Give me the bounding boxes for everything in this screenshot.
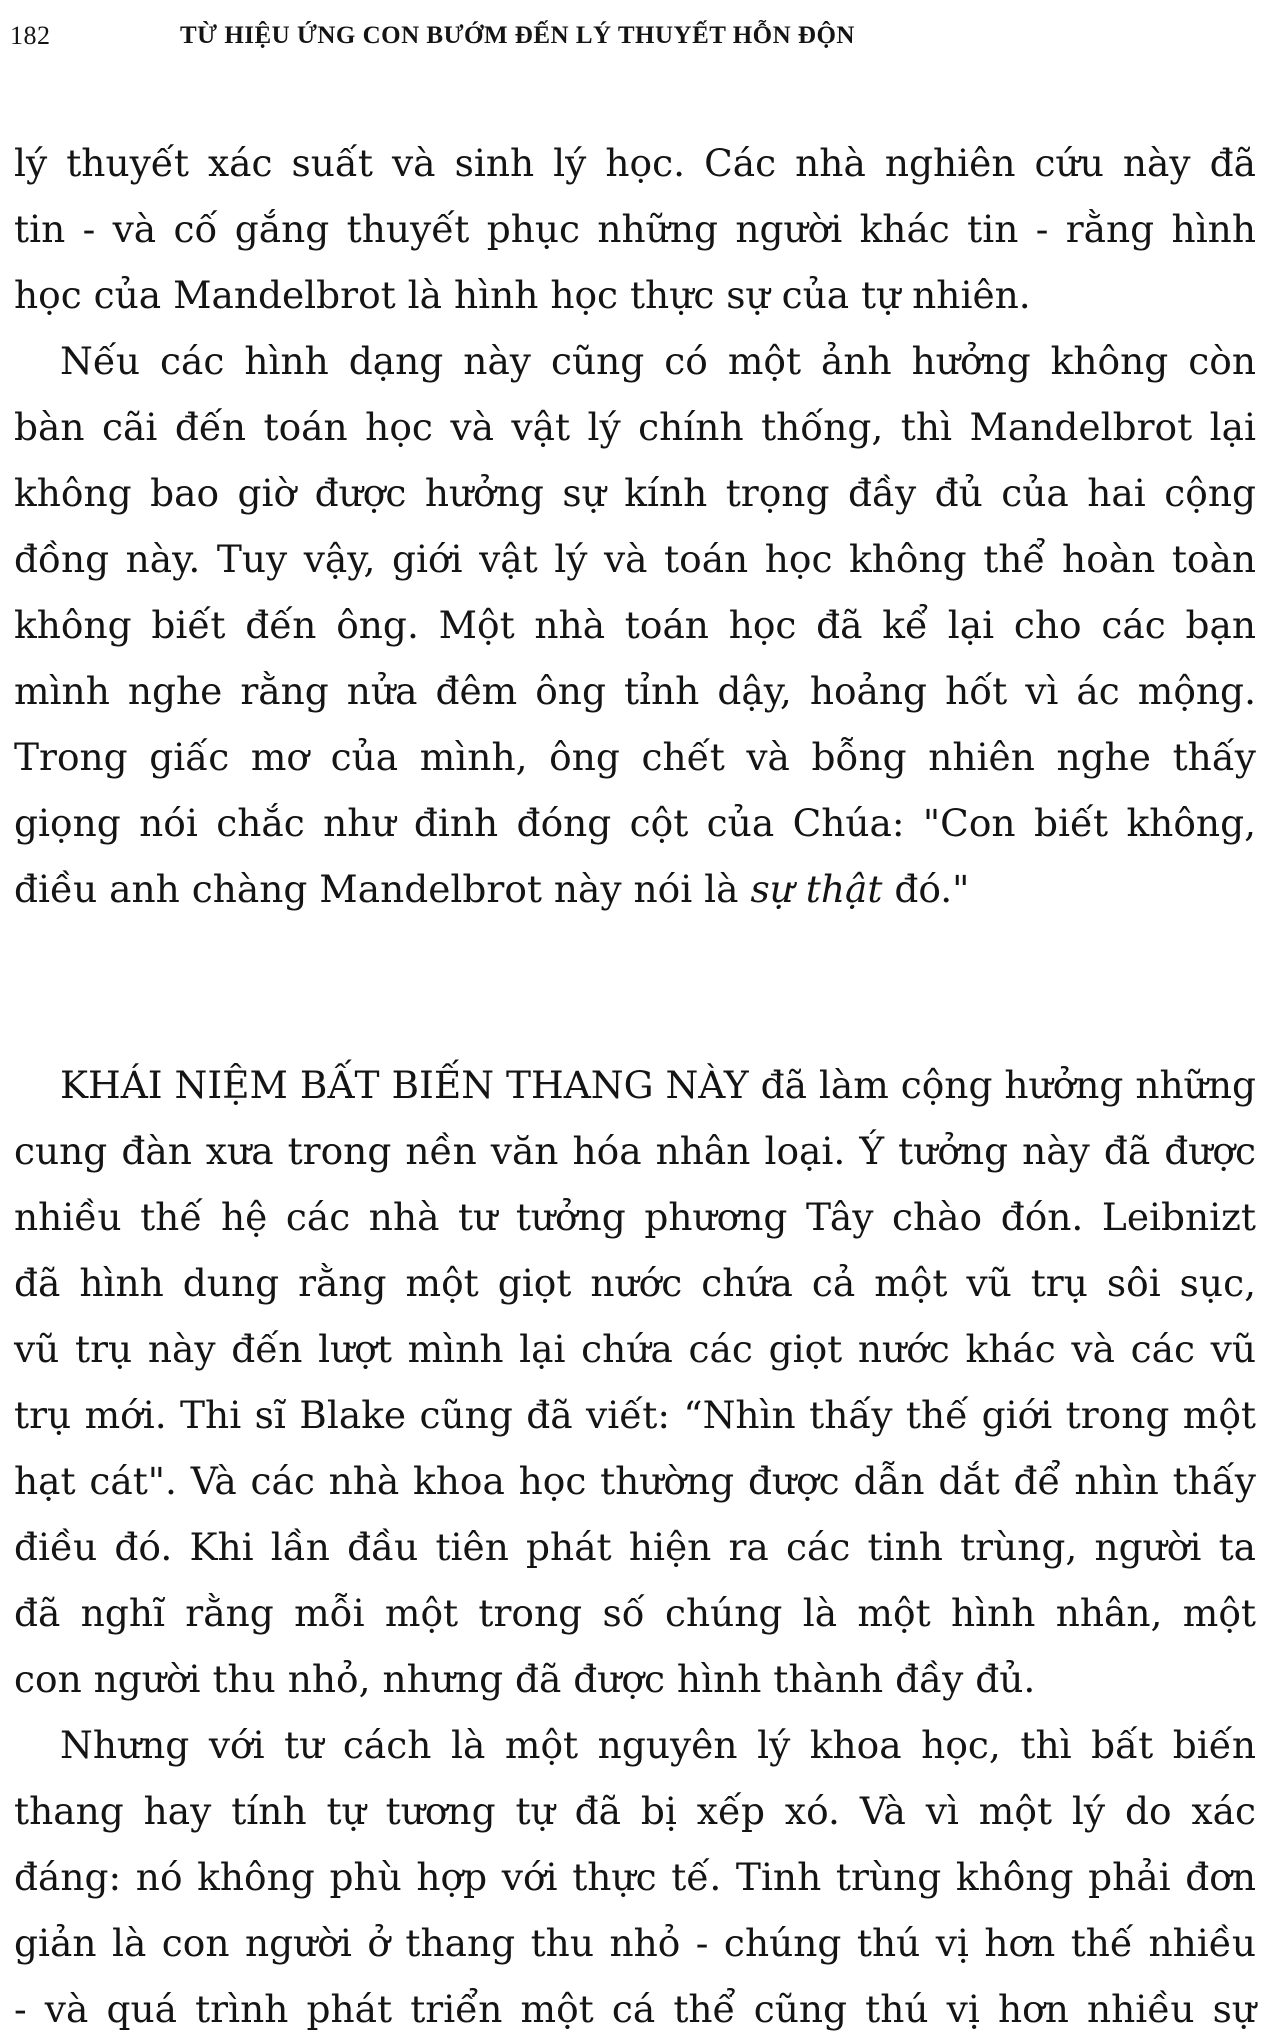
section-break: [14, 922, 1256, 1052]
text-line: bàn cãi đến toán học và vật lý chính thống, thì Mandelbrot lại: [14, 405, 1256, 449]
running-title: TỪ HIỆU ỨNG CON BƯỚM ĐẾN LÝ THUYẾT HỖN ĐỘN: [180, 22, 855, 49]
text-line: Trong giấc mơ của mình, ông chết và bỗng nhiên nghe thấy: [14, 735, 1256, 779]
text-line: trụ mới. Thi sĩ Blake cũng đã viết: “Nhìn thấy thế giới trong một: [14, 1393, 1256, 1437]
text-line: [14, 856, 1256, 922]
paragraph-3: [14, 1052, 1256, 1712]
page-body: [14, 130, 1256, 2042]
text-line: giản là con người ở thang thu nhỏ - chúng thú vị hơn thế nhiều: [14, 1921, 1256, 1965]
text-line: không biết đến ông. Một nhà toán học đã kể lại cho các bạn: [14, 603, 1256, 647]
text-line: - và quá trình phát triển một cá thể cũng thú vị hơn nhiều sự: [14, 1987, 1256, 2031]
text-line: Nếu các hình dạng này cũng có một ảnh hưởng không còn: [60, 339, 1256, 383]
text-line: điều đó. Khi lần đầu tiên phát hiện ra các tinh trùng, người ta: [14, 1525, 1256, 1569]
text-line: lý thuyết xác suất và sinh lý học. Các nhà nghiên cứu này đã: [14, 141, 1256, 185]
section-lead-in: KHÁI NIỆM BẤT BIẾN THANG NÀY: [60, 1063, 749, 1107]
text-line: đã nghĩ rằng mỗi một trong số chúng là một hình nhân, một: [14, 1591, 1256, 1635]
emphasis-text: sự thật: [750, 867, 883, 911]
text-run: điều anh chàng Mandelbrot này nói là: [14, 867, 751, 911]
text-line: nhiều thế hệ các nhà tư tưởng phương Tây chào đón. Leibnizt: [14, 1195, 1256, 1239]
page-number: 182: [10, 21, 51, 50]
text-line: đã hình dung rằng một giọt nước chứa cả một vũ trụ sôi sục,: [14, 1261, 1256, 1305]
text-line: không bao giờ được hưởng sự kính trọng đầy đủ của hai cộng: [14, 471, 1256, 515]
text-line: đồng này. Tuy vậy, giới vật lý và toán học không thể hoàn toàn: [14, 537, 1256, 581]
text-line: vũ trụ này đến lượt mình lại chứa các giọt nước khác và các vũ: [14, 1327, 1256, 1371]
text-line: cung đàn xưa trong nền văn hóa nhân loại. Ý tưởng này đã được: [14, 1129, 1256, 1173]
paragraph-1: [14, 130, 1256, 328]
text-run: đó.": [882, 867, 970, 911]
text-line: Nhưng với tư cách là một nguyên lý khoa học, thì bất biến: [60, 1723, 1256, 1767]
text-run: đã làm cộng hưởng những: [748, 1063, 1256, 1107]
text-line: con người thu nhỏ, nhưng đã được hình thành đầy đủ.: [14, 1657, 1036, 1701]
text-line: học của Mandelbrot là hình học thực sự của tự nhiên.: [14, 273, 1031, 317]
text-line: đáng: nó không phù hợp với thực tế. Tinh trùng không phải đơn: [14, 1855, 1256, 1899]
paragraph-4: [14, 1712, 1256, 2042]
text-line: giọng nói chắc như đinh đóng cột của Chúa: "Con biết không,: [14, 801, 1256, 845]
paragraph-2: [14, 328, 1256, 922]
text-line: tin - và cố gắng thuyết phục những người khác tin - rằng hình: [14, 207, 1256, 251]
text-line: [14, 1052, 1256, 1118]
text-line: thang hay tính tự tương tự đã bị xếp xó. Và vì một lý do xác: [14, 1789, 1256, 1833]
page-header: [10, 14, 1256, 58]
text-line: hạt cát". Và các nhà khoa học thường được dẫn dắt để nhìn thấy: [14, 1459, 1256, 1503]
text-line: mình nghe rằng nửa đêm ông tỉnh dậy, hoảng hốt vì ác mộng.: [14, 669, 1256, 713]
